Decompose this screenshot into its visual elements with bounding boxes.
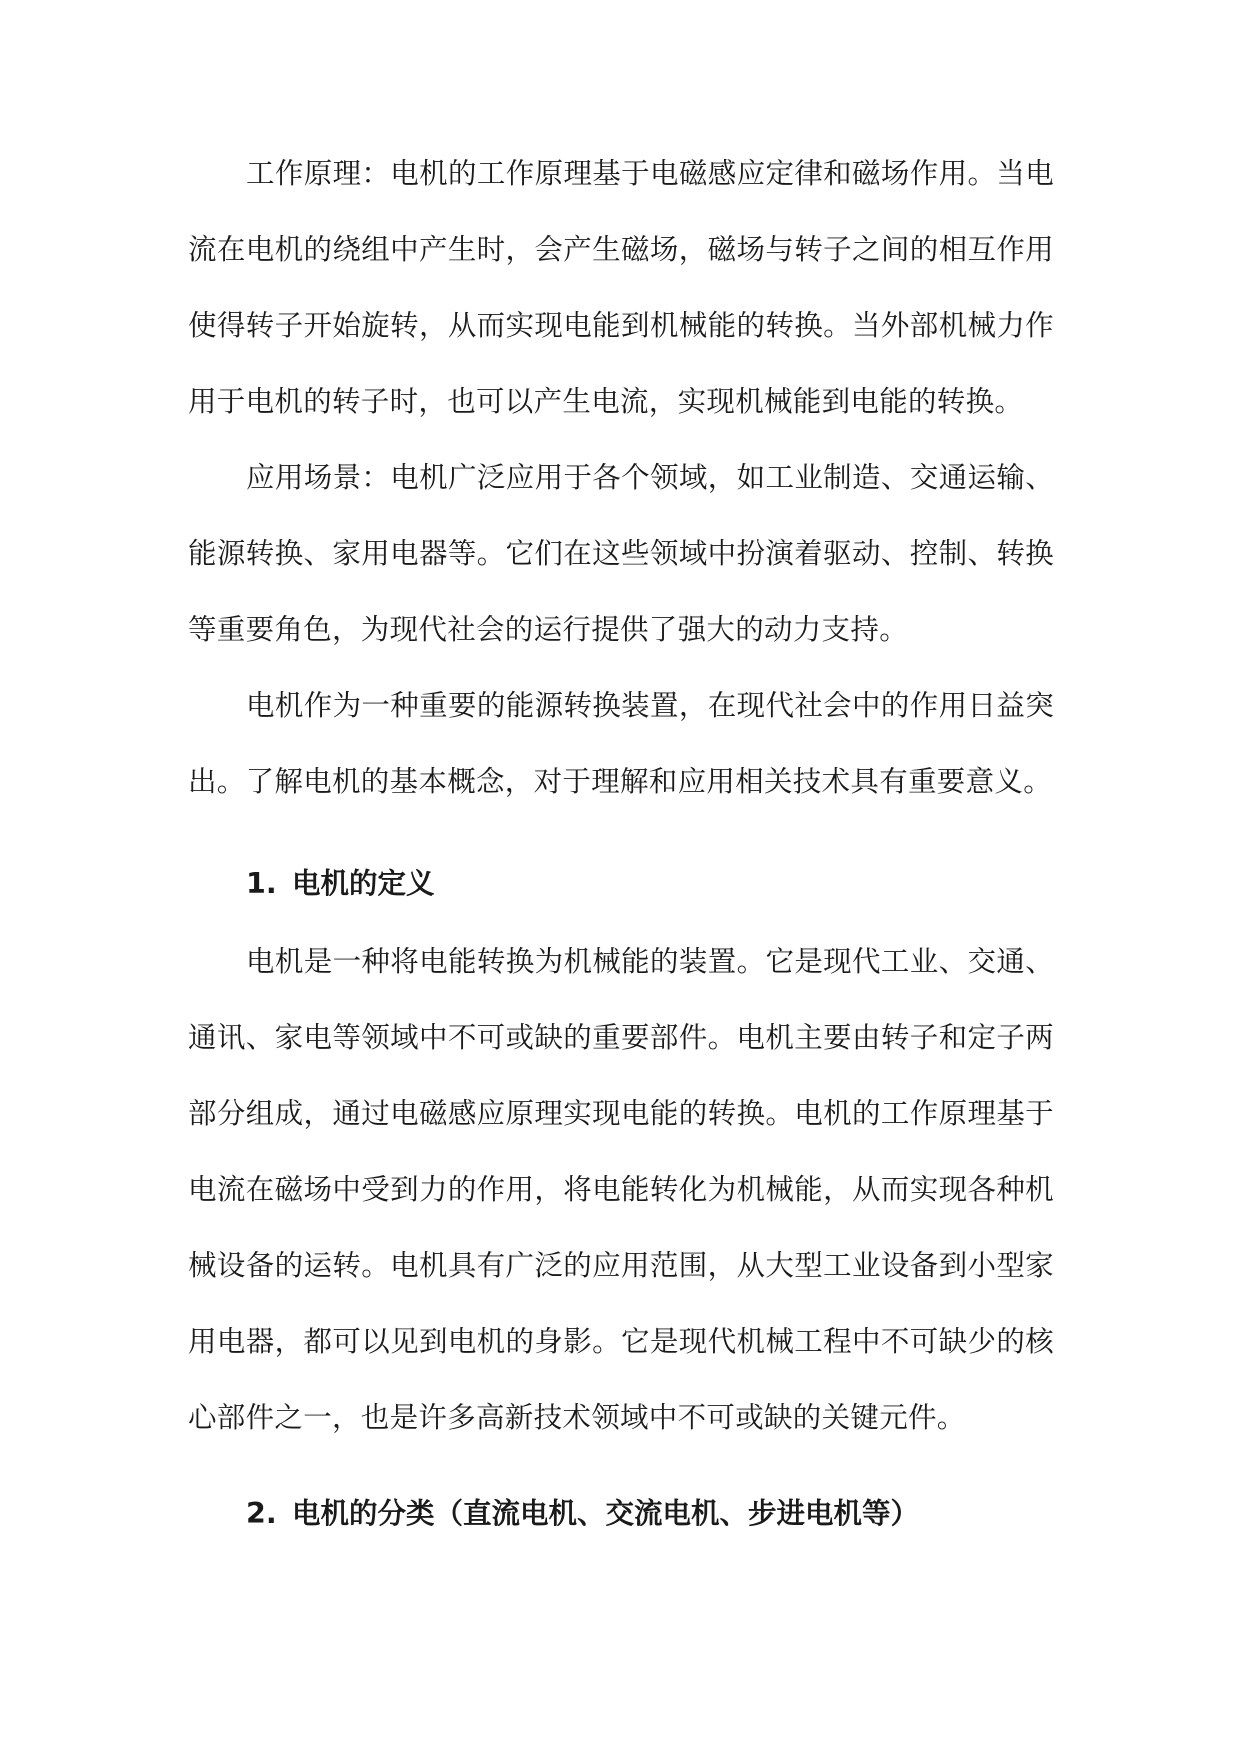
section-title: 电机的定义 — [292, 867, 435, 900]
section-heading-definition — [246, 864, 435, 904]
section-title: 电机的分类（直流电机、交流电机、步进电机等） — [292, 1497, 920, 1530]
section-heading-classification — [246, 1494, 919, 1534]
paragraph-working-principle: 工作原理：电机的工作原理基于电磁感应定律和磁场作用。当电流在电机的绕组中产生时，会产生磁场，磁场与转子之间的相互作用使得转子开始旋转，从而实现电能到机械能的转换。当外部机械力作用于电机的转子时，也可以产生电流，实现机械能到电能的转换。 — [188, 157, 1054, 418]
section-number: 2. — [246, 1497, 277, 1530]
paragraph-application-scenarios: 应用场景：电机广泛应用于各个领域，如工业制造、交通运输、能源转换、家用电器等。它们在这些领域中扮演着驱动、控制、转换等重要角色，为现代社会的运行提供了强大的动力支持。 — [188, 461, 1054, 646]
paragraph-definition-body: 电机是一种将电能转换为机械能的装置。它是现代工业、交通、通讯、家电等领域中不可或缺的重要部件。电机主要由转子和定子两部分组成，通过电磁感应原理实现电能的转换。电机的工作原理基于电流在磁场中受到力的作用，将电能转化为机械能，从而实现各种机械设备的运转。电机具有广泛的应用范围，从大型工业设备到小型家用电器，都可以见到电机的身影。它是现代机械工程中不可缺少的核心部件之一，也是许多高新技术领域中不可或缺的关键元件。 — [188, 945, 1054, 1434]
section-number: 1. — [246, 867, 277, 900]
paragraph-summary: 电机作为一种重要的能源转换装置，在现代社会中的作用日益突出。了解电机的基本概念，对于理解和应用相关技术具有重要意义。 — [188, 689, 1054, 798]
